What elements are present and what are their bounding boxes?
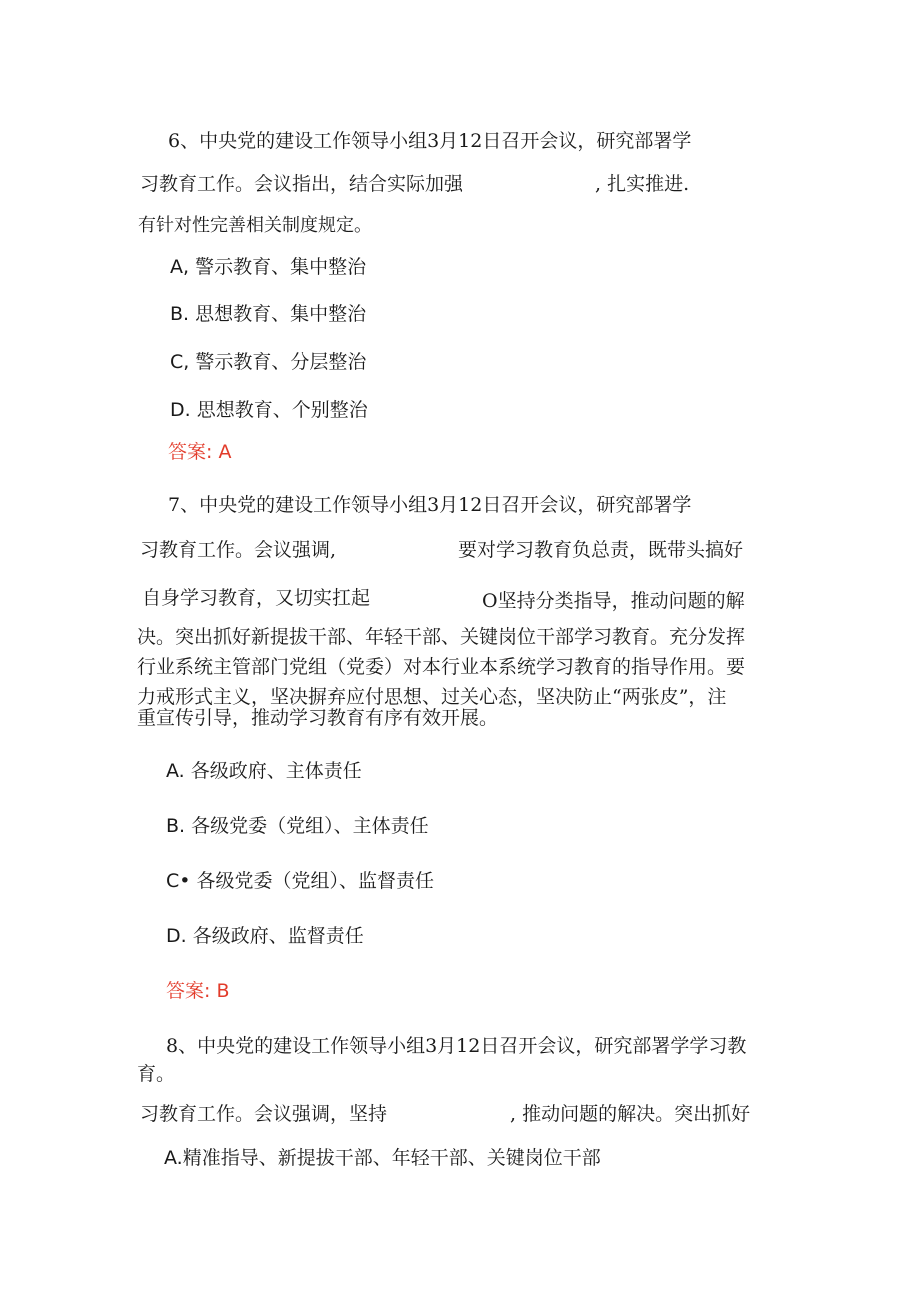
q8-line-2b: , 推动问题的解决。突出抓好 <box>510 1103 751 1125</box>
q7-line-3a: 自身学习教育，又切实扛起 <box>142 587 371 609</box>
q7-option-b: B. 各级党委（党组）、主体责任 <box>166 815 429 837</box>
q8-line-2a: 习教育工作。会议强调，坚持 <box>140 1103 388 1125</box>
q8-option-a: A.精准指导、新提拔干部、年轻干部、关键岗位干部 <box>164 1147 601 1169</box>
q6-line-2b: , 扎实推进. <box>595 173 690 195</box>
q7-paragraph-line-3: 力戒形式主义，坚决摒弃应付思想、过关心态，坚决防止“两张皮”，注 <box>137 686 727 708</box>
q6-line-2a: 习教育工作。会议指出，结合实际加强 <box>140 173 464 195</box>
q7-paragraph-line-4: 重宣传引导，推动学习教育有序有效开展。 <box>137 707 499 729</box>
q7-answer: 答案: B <box>166 980 230 1002</box>
q7-option-a: A. 各级政府、主体责任 <box>166 760 362 782</box>
q6-option-b: B. 思想教育、集中整治 <box>170 303 367 325</box>
q7-paragraph-line-1: 决。突出抓好新提拔干部、年轻干部、关键岗位干部学习教育。充分发挥 <box>137 626 746 648</box>
q7-line-3b: O坚持分类指导，推动问题的解 <box>482 590 745 612</box>
q7-line-1: 7、中央党的建设工作领导小组3月12日召开会议，研究部署学 <box>168 494 692 516</box>
q7-line-2a: 习教育工作。会议强调, <box>140 539 337 561</box>
q6-option-c: C, 警示教育、分层整治 <box>170 351 367 373</box>
q6-line-3: 有针对性完善相关制度规定。 <box>138 215 372 236</box>
q6-option-a: A, 警示教育、集中整治 <box>170 256 367 278</box>
q7-line-2b: 要对学习教育负总责，既带头搞好 <box>458 539 744 561</box>
q7-option-d: D. 各级政府、监督责任 <box>166 925 364 947</box>
q8-line-1: 8、中央党的建设工作领导小组3月12日召开会议，研究部署学学习教 <box>166 1035 747 1057</box>
q7-option-c: C• 各级党委（党组）、监督责任 <box>166 870 435 892</box>
q6-line-1: 6、中央党的建设工作领导小组3月12日召开会议，研究部署学 <box>168 130 692 152</box>
q6-answer: 答案: A <box>168 441 232 463</box>
q8-line-1-continued: 育。 <box>137 1063 176 1085</box>
q7-paragraph-line-2: 行业系统主管部门党组（党委）对本行业本系统学习教育的指导作用。要 <box>137 656 746 678</box>
q6-option-d: D. 思想教育、个别整治 <box>170 399 368 421</box>
